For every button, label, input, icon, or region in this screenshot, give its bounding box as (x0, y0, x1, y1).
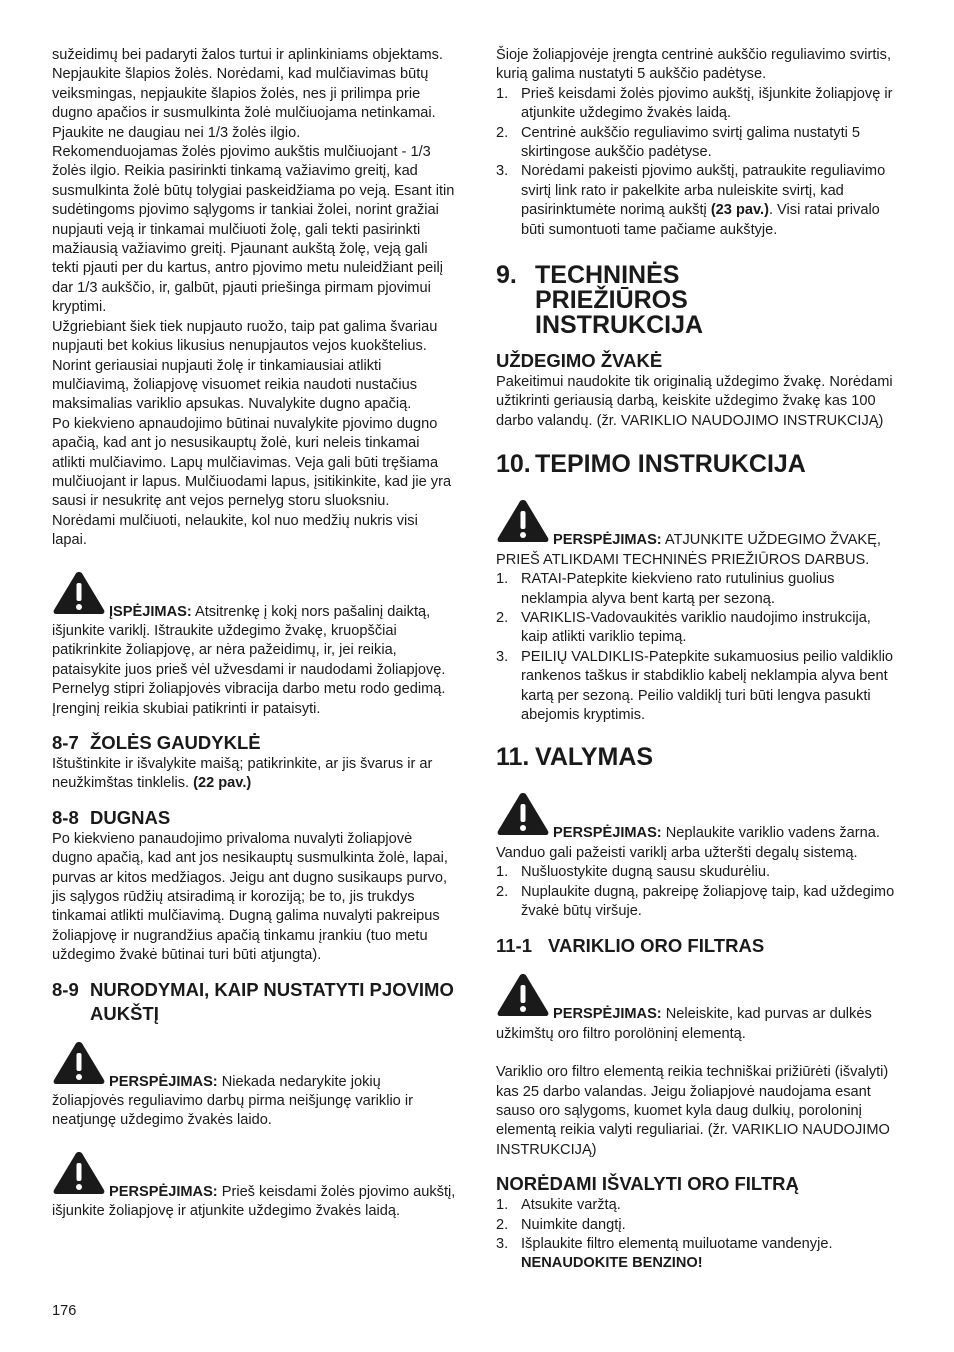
warning-triangle-icon (496, 498, 550, 544)
list-number: 2. (496, 1216, 509, 1233)
subsection-heading: NORĖDAMI IŠVALYTI ORO FILTRĄ (496, 1173, 799, 1195)
section-number: 9. (496, 261, 517, 290)
warning-block (52, 1150, 456, 1222)
list-number: 2. (496, 609, 509, 626)
section-number: 10. (496, 450, 531, 479)
list-text: . Visi ratai privalo būti sumontuoti tame pačiame aukštyje. (521, 202, 880, 238)
warning-block (496, 972, 900, 1044)
warning-text: Neplaukite variklio vadens žarna. Vanduo gali pažeisti variklį arba užteršti degalų sistemą. (496, 825, 880, 861)
list-item (496, 648, 900, 726)
section-number: 8-7 (52, 732, 79, 753)
warning-label: PERSPĖJIMAS: (109, 1073, 218, 1090)
list-text: Nuplaukite dugną, pakreipę žoliapjovę taip, kad uždegimo žvakė būtų viršuje. (521, 883, 895, 919)
height-steps-list (496, 85, 900, 240)
section-title: VARIKLIO ORO FILTRAS (548, 935, 765, 957)
list-text: VARIKLIS-Vadovaukitės variklio naudojimo instrukcija, kaip atlikti variklio tepimą. (521, 609, 871, 646)
warning-triangle-icon (496, 972, 550, 1018)
list-item (496, 863, 900, 882)
list-number: 2. (496, 883, 509, 900)
warning-label: PERSPĖJIMAS: (553, 825, 662, 842)
list-number: 1. (496, 85, 509, 102)
warning-text: Atsitrenkę į kokį nors pašalinį daiktą, išjunkite variklį. Ištraukite uždegimo žvakę, kruopščiai patikrinkite žoliapjovę, ar nėra pažeidimų, ir, jei reikia, pataisykite juos prieš vėl užvesdami ir naudodami žoliapjovę. Pernelyg stipri žoliapjovės vibracija darbo metu rodo gedimą. Įrenginį reikia skubiai patikrinti ir pataisyti. (52, 603, 446, 717)
list-item (496, 883, 900, 922)
warning-triangle-icon (52, 1040, 106, 1086)
warning-triangle-icon (52, 570, 106, 616)
warning-triangle-icon (52, 1150, 106, 1196)
list-text: Išplaukite filtro elementą muiluotame vandenyje. (521, 1236, 833, 1253)
figure-reference: (23 pav.) (710, 202, 769, 219)
section-heading-10 (496, 452, 900, 477)
lubrication-steps-list (496, 570, 900, 725)
list-text: Nuimkite dangtį. (521, 1216, 626, 1233)
list-number: 1. (496, 571, 509, 588)
list-item (496, 124, 900, 163)
section-number: 8-9 (52, 978, 79, 1000)
paragraph: Po kiekvieno apnaudojimo būtinai nuvalykite pjovimo dugno apačią, kad ant jo nesusikauptų žolė, kuri neleis tinkamai atlikti mulčiavimo. Lapų mulčiavimas. Veja gali būti tręšiama mulčiuojant ir lapus. Mulčiuodami lapus, įsitikinkite, kad jie yra sausi ir nesukritę ant vejos pernelyg storu sluoksniu. Norėdami mulčiuoti, nelaukite, kol nuo medžių nukris visi lapai. (52, 415, 452, 549)
list-text: PEILIŲ VALDIKLIS-Patepkite sukamuosius peilio valdiklio rankenos taškus ir stabdiklio kabelį neklampia alyva bent kartą per sezoną. Peilio valdiklį turi būti lengva pasukti abejomis kryptimis. (521, 648, 894, 723)
list-number: 3. (496, 648, 509, 665)
section-heading-8-8 (52, 806, 456, 830)
paragraph: sužeidimų bei padaryti žalos turtui ir aplinkiniams objektams. Nepjaukite šlapios žolės. Norėdami, kad mulčiavimas būtų veiksmingas, nepjaukite šlapios žolės, nes ji prilimpa prie dugno apačios ir susmulkinta žolė mulčiuojama netinkamai. Pjaukite ne daugiau nei 1/3 žolės ilgio. (52, 47, 443, 141)
list-text: Prieš keisdami žolės pjovimo aukštį, išjunkite žoliapjovę ir atjunkite uždegimo žvakės laidą. (521, 85, 893, 122)
bold-note: NENAUDOKITE BENZINO! (521, 1255, 703, 1272)
section-title: DUGNAS (90, 806, 171, 828)
section-heading-9 (496, 263, 900, 338)
left-column (52, 46, 456, 1222)
list-number: 3. (496, 163, 509, 180)
list-text: Centrinė aukščio reguliavimo svirtį galima nustatyti 5 skirtingose aukščio padėtyse. (521, 124, 861, 161)
section-number: 11. (496, 743, 530, 772)
paragraph: Užgriebiant šiek tiek nupjauto ruožo, taip pat galima švariau nupjauti bet kokius likusius nenupjautos vejos kuokštelius. Norint geriausiai nupjauti žolę ir tinkamiausiai atlikti mulčiavimą, žoliapjovę visuomet reikia naudoti nustačius maksimalias variklio apsukas. Nuvalykite dugno apačią. (52, 318, 438, 413)
section-number: 11-1 (496, 935, 533, 957)
list-item (496, 609, 900, 648)
paragraph: Pakeitimui naudokite tik originalią uždegimo žvakę. Norėdami užtikrinti geriausią darbą, keiskite uždegimo žvakę kas 100 darbo valandų. (žr. VARIKLIO NAUDOJIMO INSTRUKCIJĄ) (496, 374, 893, 429)
list-item (496, 1196, 900, 1215)
section-heading-11-1 (496, 934, 900, 958)
section-title: TEPIMO INSTRUKCIJA (535, 450, 806, 479)
section-number: 8-8 (52, 806, 79, 828)
warning-label: ĮSPĖJIMAS: (109, 603, 192, 620)
list-number: 2. (496, 124, 509, 141)
list-number: 1. (496, 864, 509, 881)
warning-text: Prieš keisdami žolės pjovimo aukštį, išjunkite žoliapjovę ir atjunkite uždegimo žvakės laidą. (52, 1183, 456, 1220)
warning-block (496, 498, 900, 570)
list-number: 1. (496, 1197, 509, 1214)
paragraph: Šioje žoliapjovėje įrengta centrinė aukščio reguliavimo svirtis, kurią galima nustatyti 5 aukščio padėtyse. (496, 47, 892, 83)
section-heading-11 (496, 745, 900, 770)
warning-triangle-icon (496, 791, 550, 837)
list-item (496, 85, 900, 124)
subsection-heading: UŽDEGIMO ŽVAKĖ (496, 350, 663, 372)
paragraph-text: Ištuštinkite ir išvalykite maišą; patikrinkite, ar jis švarus ir ar neužkimštas tinklelis. (52, 756, 433, 792)
paragraph (52, 755, 456, 794)
list-number: 3. (496, 1236, 509, 1253)
paragraph: Po kiekvieno panaudojimo privaloma nuvalyti žoliapjovė dugno apačią, kad ant jos nesikauptų susmulkinta žolė, lapai, purvas ar kitos medžiagos. Jeigu ant dugno susikaups purvo, jis sąlygos rūdžių atsiradimą ir koroziją; be to, jis trukdys tinkamai atlikti mulčiavimą. Dugną galima nuvalyti pakreipus žoliapjovę ir nugrandžius apačią tinkamu įrankiu (tuo metu uždegimo žvakė būtinai turi būti atjungta). (52, 830, 448, 964)
warning-label: PERSPĖJIMAS: (553, 1006, 662, 1023)
warning-block (496, 791, 900, 863)
list-text: Nušluostykite dugną sausu skudurėliu. (521, 864, 771, 881)
right-column (496, 46, 900, 1274)
warning-block (52, 570, 456, 719)
list-text: Norėdami pakeisti pjovimo aukštį, patraukite reguliavimo svirtį link rato ir pakelkite arba nuleiskite svirtį, kad pasirinktumėte norimą aukštį (521, 163, 886, 219)
list-text: Atsukite varžtą. (521, 1197, 621, 1214)
page-number: 176 (52, 1303, 77, 1319)
list-item (496, 1216, 900, 1235)
warning-block (52, 1040, 456, 1131)
warning-text: Neleiskite, kad purvas ar dulkės užkimštų oro filtro porolöninį elementą. (496, 1006, 872, 1042)
list-item (496, 570, 900, 609)
list-item (496, 1235, 900, 1274)
paragraph: Rekomenduojamas žolės pjovimo aukštis mulčiuojant - 1/3 žolės ilgio. Reikia pasirinkti tinkamą važiavimo greitį, kad susmulkinta žolė būtų tolygiai paskeidžiama po veją. Esant itin sudėtingoms pjovimo sąlygoms ir tankiai žolei, norint gražiai nupjauti veją ir tinkamai mulčiuoti žolę, gali tekti pasirinkti mažiausią važiavimo greitį. Pjaunant aukštą žolę, veją gali tekti pjauti per du kartus, antro pjovimo metu nuleidžiant peilį dar 1/3 aukščio, ir, galbūt, pjauti priešinga pirmam pjovimui kryptimi. (52, 144, 455, 316)
section-title: ŽOLĖS GAUDYKLĖ (90, 732, 261, 753)
section-title: VALYMAS (535, 743, 654, 772)
paragraph: Variklio oro filtro elementą reikia techniškai prižiūrėti (išvalyti) kas 25 darbo valandas. Jeigu žoliapjovė naudojama esant sauso oro sąlygoms, kuomet kyla daug dulkių, poroloninį elementą reikia valyti reguliariai. (žr. VARIKLIO NAUDOJIMO INSTRUKCIJĄ) (496, 1064, 890, 1158)
cleaning-steps-list (496, 863, 900, 921)
filter-steps-list (496, 1196, 900, 1274)
warning-text: ATJUNKITE UŽDEGIMO ŽVAKĘ, PRIEŠ ATLIKDAMI TECHNINĖS PRIEŽIŪROS DARBUS. (496, 532, 881, 568)
warning-text: Niekada nedarykite jokių žoliapjovės reguliavimo darbų pirma neišjungę variklio ir neatjungę uždegimo žvakės laido. (52, 1073, 413, 1129)
section-heading-8-7 (52, 731, 456, 755)
list-item (496, 162, 900, 240)
warning-label: PERSPĖJIMAS: (109, 1183, 218, 1200)
list-text: RATAI-Patepkite kiekvieno rato rutulinius guolius neklampia alyva bent kartą per sezoną. (521, 571, 835, 607)
figure-reference: (22 pav.) (193, 775, 252, 792)
warning-label: PERSPĖJIMAS: (553, 532, 662, 549)
section-title: TECHNINĖS PRIEŽIŪROS INSTRUKCIJA (535, 261, 704, 340)
section-heading-8-9 (52, 978, 456, 1026)
section-title: NURODYMAI, KAIP NUSTATYTI PJOVIMO AUKŠTĮ (90, 978, 454, 1024)
